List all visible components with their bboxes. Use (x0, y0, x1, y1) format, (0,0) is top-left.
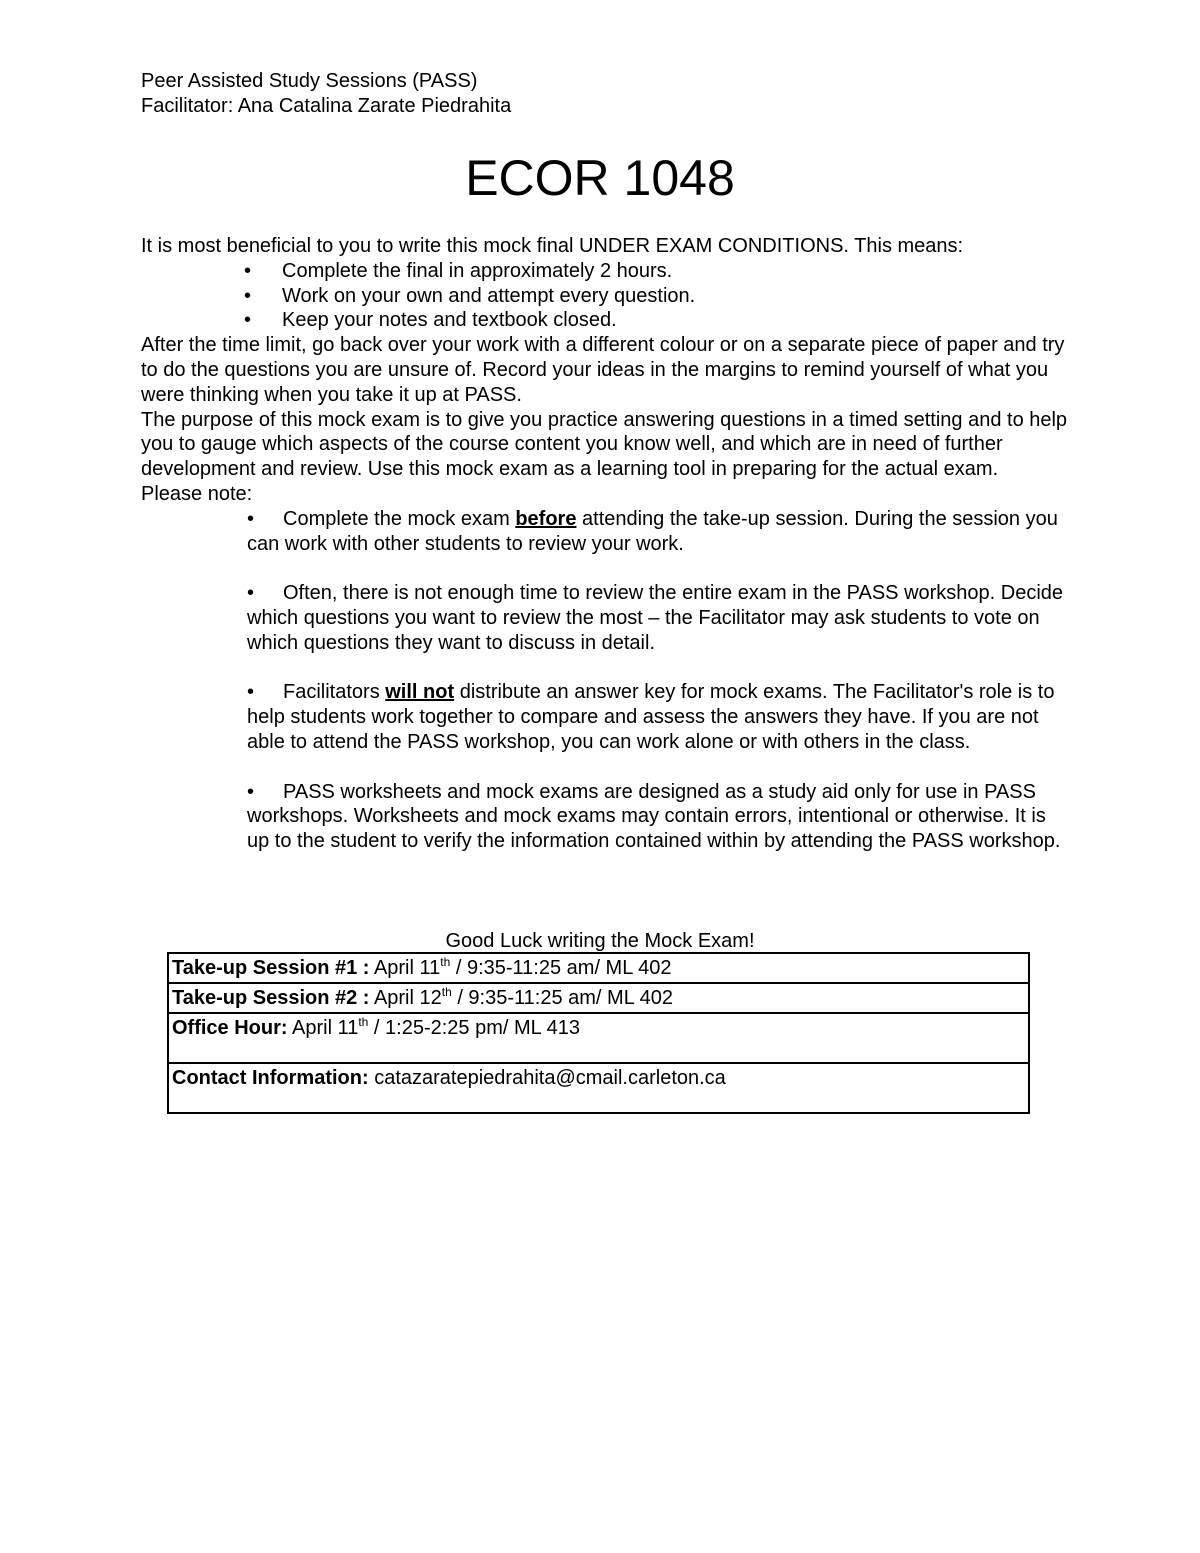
instructions-body (141, 234, 1071, 854)
bullet-icon: • (244, 284, 252, 307)
bullet-icon: • (244, 259, 252, 282)
bullet-icon: • (244, 309, 252, 332)
program-name: Peer Assisted Study Sessions (PASS) (141, 70, 478, 92)
condition-item: • Work on your own and attempt every question. (244, 284, 696, 307)
purpose-paragraph: The purpose of this mock exam is to give you practice answering questions in a timed setting and to help you to gauge which aspects of the course content you know well, and which are in need of further development and review. Use this mock exam as a learning tool in preparing for the actual exam. (141, 408, 1068, 481)
bullet-icon: • (247, 780, 255, 803)
emphasis-text: will not (385, 681, 455, 704)
condition-item: • Complete the final in approximately 2 hours. (244, 259, 673, 282)
condition-item: • Keep your notes and textbook closed. (244, 309, 617, 332)
notes-list (141, 507, 1071, 854)
course-title: ECOR 1048 (465, 150, 735, 206)
contact-cell: Contact Information: catazaratepiedrahita@cmail.carleton.ca (168, 1063, 1029, 1113)
please-note-label: Please note: (141, 482, 253, 505)
exam-conditions-list (141, 259, 1071, 333)
office-hour-cell: Office Hour: April 11th / 1:25-2:25 pm/ ML 413 (168, 1013, 1029, 1063)
document-header (141, 69, 511, 119)
table-row (168, 1013, 1029, 1063)
note-item: • Facilitators will not distribute an answer key for mock exams. The Facilitator's role is to help students work together to compare and assess the answers they have. If you are not able to attend the PASS workshop, you can work alone or with others in the class. (247, 681, 1055, 753)
note-item: • PASS worksheets and mock exams are designed as a study aid only for use in PASS workshops. Worksheets and mock exams may contain errors, intentional or otherwise. It is up to the student to verify the information contained within by attending the PASS workshop. (247, 780, 1061, 853)
good-luck-message: Good Luck writing the Mock Exam! (445, 930, 755, 952)
bullet-icon: • (247, 681, 255, 704)
bullet-icon: • (247, 507, 255, 530)
session-1-cell: Take-up Session #1 : April 11th / 9:35-11:25 am/ ML 402 (168, 953, 1029, 983)
table-row (168, 953, 1029, 983)
bullet-icon: • (247, 582, 255, 605)
emphasis-text: before (515, 507, 577, 530)
note-item: • Complete the mock exam before attending the take-up session. During the session you can work with other students to review your work. (247, 507, 1058, 555)
session-2-cell: Take-up Session #2 : April 12th / 9:35-11:25 am/ ML 402 (168, 983, 1029, 1013)
intro-paragraph: It is most beneficial to you to write this mock final UNDER EXAM CONDITIONS. This means: (141, 235, 964, 257)
table-row (168, 983, 1029, 1013)
table-row (168, 1063, 1029, 1113)
facilitator-name: Facilitator: Ana Catalina Zarate Piedrahita (141, 95, 512, 117)
after-time-paragraph: After the time limit, go back over your work with a different colour or on a separate piece of paper and try to do the questions you are unsure of. Record your ideas in the margins to remind yourself of what you were thinking when you take it up at PASS. (141, 334, 1065, 406)
note-item: • Often, there is not enough time to review the entire exam in the PASS workshop. Decide which questions you want to review the most – the Facilitator may ask students to vote on which questions they want to discuss in detail. (247, 582, 1064, 654)
session-info-table (167, 952, 1030, 1114)
contact-email: catazaratepiedrahita@cmail.carleton.ca (368, 1067, 726, 1089)
